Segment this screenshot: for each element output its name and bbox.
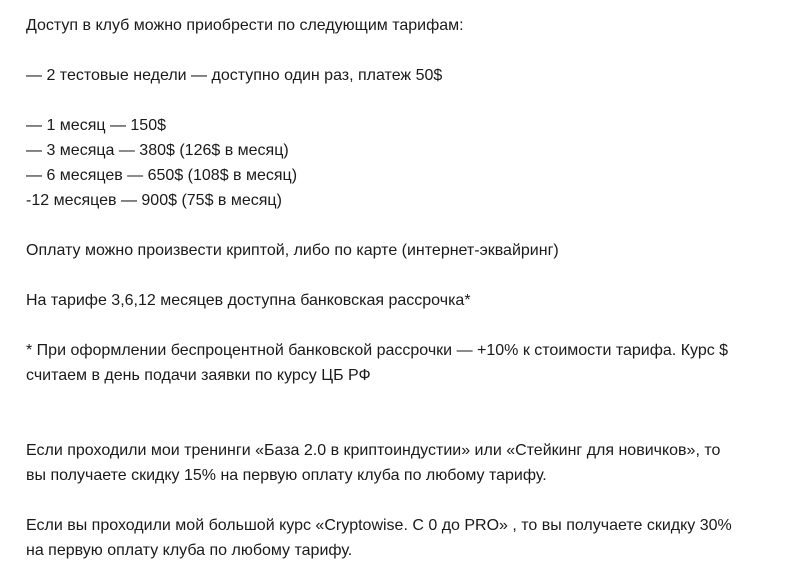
discount-course-line: на первую оплату клуба по любому тарифу.: [26, 542, 353, 559]
spacer: [26, 38, 796, 63]
spacer: [26, 263, 796, 288]
tariff-list: [26, 113, 796, 213]
tariff-item: — 3 месяца — 380$ (126$ в месяц): [26, 142, 289, 159]
tariff-item: — 1 месяц — 150$: [26, 117, 166, 134]
discount-course-line: Если вы проходили мой большой курс «Cryptowise. С 0 до PRO» , то вы получаете скидку 30%: [26, 517, 732, 534]
trial-tariff: — 2 тестовые недели — доступно один раз, платеж 50$: [26, 67, 443, 84]
discount-course-paragraph: [26, 513, 796, 563]
discount-training-line: Если проходили мои тренинги «База 2.0 в криптоиндустии» или «Стейкинг для новичков», то: [26, 442, 721, 459]
spacer: [26, 388, 796, 438]
footnote-paragraph: [26, 338, 796, 388]
tariff-item: -12 месяцев — 900$ (75$ в месяц): [26, 192, 282, 209]
spacer: [26, 213, 796, 238]
spacer: [26, 488, 796, 513]
footnote-line: * При оформлении беспроцентной банковской рассрочки — +10% к стоимости тарифа. Курс $: [26, 342, 729, 359]
discount-training-line: вы получаете скидку 15% на первую оплату клуба по любому тарифу.: [26, 467, 547, 484]
spacer: [26, 88, 796, 113]
installment-note: На тарифе 3,6,12 месяцев доступна банковская рассрочка*: [26, 292, 471, 309]
tariff-item: — 6 месяцев — 650$ (108$ в месяц): [26, 167, 298, 184]
payment-methods: Оплату можно произвести криптой, либо по карте (интернет-эквайринг): [26, 242, 559, 259]
document-body: [26, 13, 796, 563]
intro-text: Доступ в клуб можно приобрести по следующим тарифам:: [26, 17, 464, 34]
discount-training-paragraph: [26, 438, 796, 488]
spacer: [26, 313, 796, 338]
footnote-line: считаем в день подачи заявки по курсу ЦБ РФ: [26, 367, 371, 384]
